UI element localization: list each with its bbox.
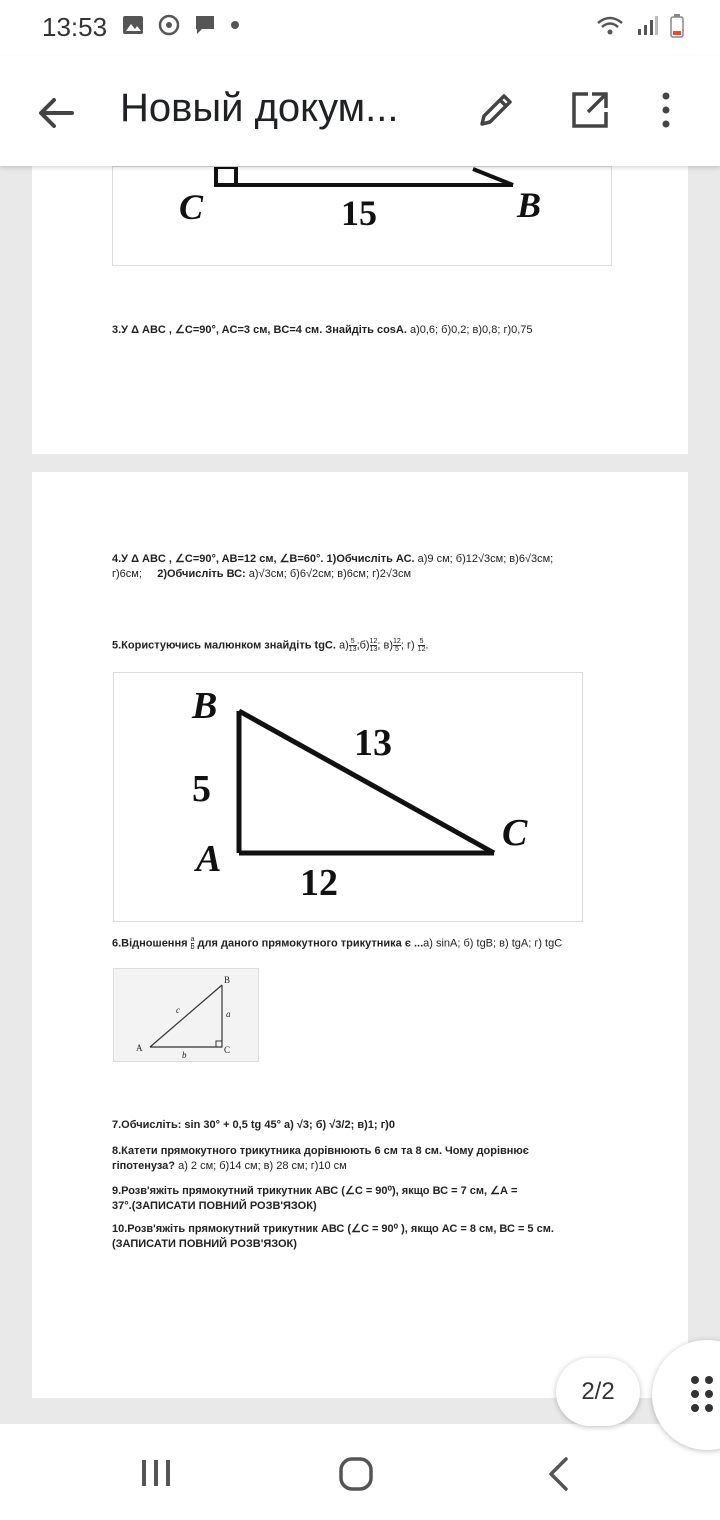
question-5 (112, 638, 429, 653)
q5-frac-4: $\frac{5}{12}$ (417, 638, 426, 653)
q5-a: а) (335, 639, 349, 652)
q4-option-g: г)6см; (112, 567, 142, 580)
recent-apps-icon[interactable] (140, 1458, 172, 1488)
q8-text: 8.Катети прямокутного трикутника дорівнюють 6 см та 8 см. Чому дорівнює гіпотенуза? (112, 1145, 529, 1172)
q7-text: 7.Обчисліть: sin 30° + 0,5 tg 45° (112, 1119, 281, 1131)
battery-icon (670, 14, 684, 38)
figure-3-drawing (114, 969, 258, 1061)
fig1-label-15: 15 (341, 193, 377, 233)
chat-icon (194, 14, 216, 36)
q5-end: . (425, 639, 429, 652)
fig3-label-side-b: b (182, 1050, 187, 1060)
document-page-2 (32, 472, 688, 1398)
question-6 (112, 936, 562, 951)
grid-dots-icon (690, 1375, 720, 1415)
fig2-label-13: 13 (354, 722, 392, 764)
system-nav-bar (0, 1424, 720, 1520)
system-icons (596, 14, 684, 38)
q9-line-1: 9.Розв'яжіть прямокутний трикутник АВС (∠С = 90⁰), якщо ВС = 7 см, ∠А = (112, 1185, 518, 1197)
gallery-icon (122, 15, 144, 35)
edit-pencil-icon[interactable] (476, 90, 516, 130)
fig1-label-b: B (517, 185, 542, 225)
back-icon[interactable] (546, 1456, 570, 1492)
notification-icons (122, 14, 240, 36)
fig3-label-side-c: c (176, 1005, 180, 1015)
app-bar (0, 56, 720, 166)
q5-frac-1: $\frac{5}{13}$ (348, 638, 357, 653)
q6-frac: $\frac{a}{b}$ (190, 936, 195, 951)
q10-line-2: (ЗАПИСАТИ ПОВНИЙ РОЗВ'ЯЗОК) (112, 1237, 297, 1250)
fig2-label-b: B (192, 685, 218, 727)
fig2-label-5: 5 (192, 768, 211, 810)
q7-options: а) √3; б) √3/2; в)1; г)0 (280, 1119, 395, 1131)
home-icon[interactable] (338, 1456, 374, 1492)
q5-frac-2: $\frac{12}{13}$ (369, 638, 378, 653)
q5-frac-3: $\frac{12}{5}$ (393, 638, 401, 653)
q3-text: 3.У Δ ABC , ∠C=90°, AC=3 см, BC=4 см. Знайдіть cosA. (112, 324, 407, 336)
q9-line-2: 37°.(ЗАПИСАТИ ПОВНИЙ РОЗВ'ЯЗОК) (112, 1199, 317, 1212)
open-external-icon[interactable] (570, 90, 610, 130)
q4-options-1: а)9 см; б)12√3см; в)6√3см; (414, 553, 554, 565)
q3-options: а)0,6; б)0,2; в)0,8; г)0,75 (406, 324, 533, 336)
page-counter[interactable]: 2/2 (556, 1358, 640, 1426)
q5-text: 5.Користуючись малюнком знайдіть tgC. (112, 639, 336, 652)
document-page-1 (32, 166, 688, 454)
triangle-figure-1 (112, 166, 612, 266)
sync-icon (158, 14, 180, 36)
status-bar (0, 0, 720, 56)
document-title: Новый докум... (120, 86, 399, 130)
question-9 (112, 1184, 592, 1213)
q6-text-b: для даного прямокутного трикутника є ... (194, 937, 424, 950)
question-8 (112, 1144, 592, 1173)
q4-options-2: а)√3см; б)6√2см; в)6см; г)2√3см (245, 567, 412, 580)
q4-text: 4.У Δ ABC , ∠C=90°, AB=12 см, ∠B=60°. 1)Обчисліть АС. (112, 553, 415, 565)
question-7 (112, 1118, 395, 1133)
more-vert-icon[interactable] (660, 92, 672, 128)
fig3-label-side-a: a (226, 1009, 231, 1019)
fig1-label-c: C (179, 187, 204, 227)
q10-line-1: 10.Розв'яжіть прямокутний трикутник АВС (∠С = 90⁰ ), якщо АС = 8 см, ВС = 5 см. (112, 1223, 554, 1235)
fig2-label-a: A (196, 838, 222, 880)
triangle-figure-2 (113, 672, 583, 922)
wifi-icon (596, 15, 624, 37)
question-10 (112, 1222, 592, 1251)
fig3-label-b: B (224, 975, 231, 985)
back-arrow-icon[interactable] (34, 91, 78, 135)
question-4 (112, 552, 612, 581)
figure-2-drawing (114, 673, 582, 921)
signal-icon (636, 15, 658, 37)
fig3-label-a-vertex: A (136, 1043, 143, 1053)
q5-b: ;б) (356, 639, 370, 652)
q8-options: а) 2 см; б)14 см; в) 28 см; г)10 см (175, 1159, 347, 1172)
fig2-label-12: 12 (300, 862, 338, 904)
fig3-label-c-vertex: C (224, 1045, 231, 1055)
q5-c: ; в) (377, 639, 394, 652)
triangle-figure-3 (113, 968, 259, 1062)
figure-1-drawing (113, 167, 611, 265)
dot-icon (230, 20, 240, 30)
q4-text-2: 2)Обчисліть ВС: (157, 567, 246, 580)
q5-d: ; г) (400, 639, 418, 652)
q6-options: а) sinA; б) tgB; в) tgA; г) tgC (423, 937, 563, 950)
fig2-label-c: C (502, 812, 528, 854)
status-time: 13:53 (42, 12, 108, 42)
question-3 (112, 323, 533, 338)
q6-text-a: 6.Відношення (112, 937, 188, 950)
